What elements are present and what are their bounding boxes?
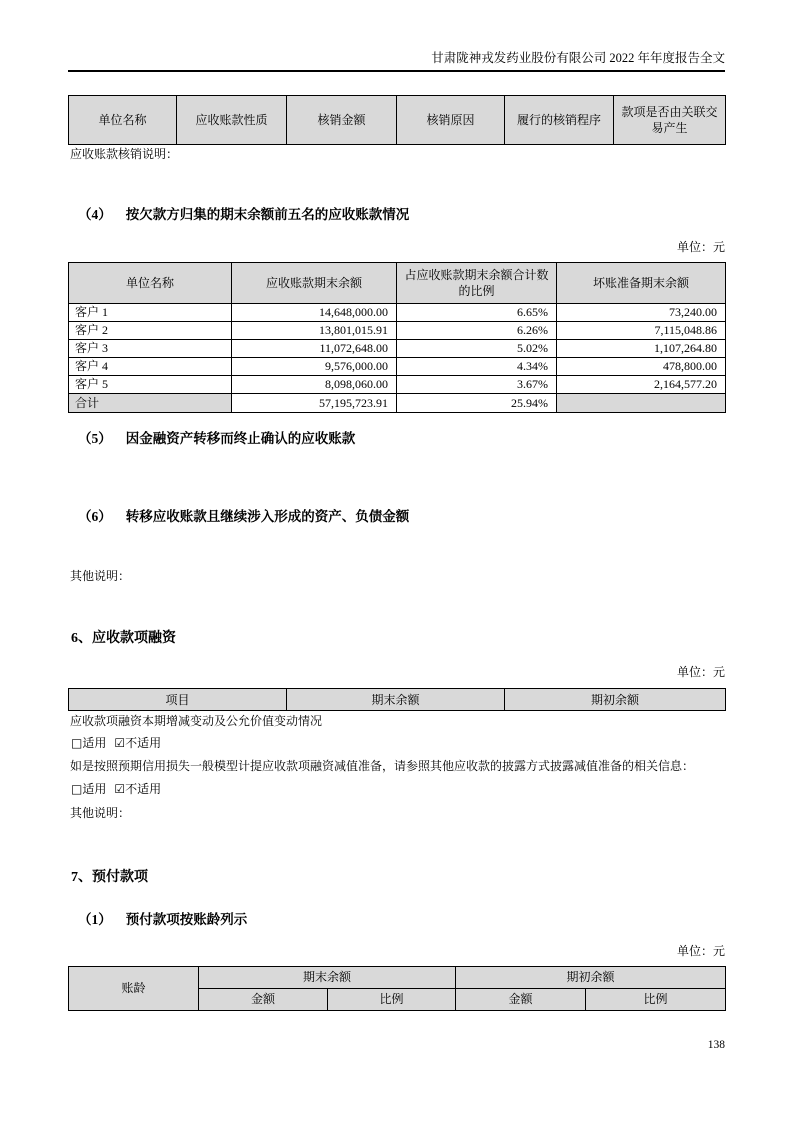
section-5-title: 因金融资产转移而终止确认的应收账款	[125, 431, 356, 446]
not-applicable-label: 不适用	[125, 736, 162, 750]
ratio-cell: 5.02%	[397, 340, 557, 358]
checkbox-checked-icon: ☑	[114, 782, 126, 796]
col-related-party: 款项是否由关联交易产生	[614, 96, 726, 145]
header-rule	[68, 70, 725, 72]
prepayments-aging-table	[68, 966, 726, 1011]
financing-impairment-note: 如是按照预期信用损失一般模型计提应收款项融资减值准备，请参照其他应收款的披露方式披露减值准备的相关信息：	[70, 759, 695, 773]
balance-cell: 9,576,000.00	[232, 358, 397, 376]
section-5-number: （5）	[78, 431, 112, 446]
section-6-title: 转移应收账款且继续涉入形成的资产、负债金额	[125, 509, 410, 524]
financing-table	[68, 688, 726, 711]
customer-cell: 客户 2	[69, 322, 232, 340]
other-note-2: 其他说明：	[70, 806, 131, 820]
not-applicable-label: 不适用	[125, 782, 162, 796]
balance-cell: 11,072,648.00	[232, 340, 397, 358]
section-4-heading	[78, 203, 409, 224]
balance-cell: 14,648,000.00	[232, 304, 397, 322]
col-writeoff-procedure: 履行的核销程序	[505, 96, 614, 145]
customer-cell: 客户 3	[69, 340, 232, 358]
total-balance-cell: 57,195,723.91	[232, 394, 397, 413]
financing-header-row	[69, 689, 726, 711]
financing-heading: 6、应收款项融资	[71, 631, 176, 646]
writeoff-table	[68, 95, 726, 145]
col-beginning-balance: 期初余额	[505, 689, 726, 711]
prepayments-sub-title: 预付款项按账龄列示	[125, 912, 248, 927]
ratio-cell: 6.65%	[397, 304, 557, 322]
applicable-label: 适用	[82, 782, 107, 796]
ratio-cell: 3.67%	[397, 376, 557, 394]
provision-cell: 1,107,264.80	[557, 340, 726, 358]
section-6-heading	[78, 505, 409, 526]
col-amount-beginning: 金额	[456, 989, 586, 1011]
col-ratio: 占应收账款期末余额合计数的比例	[397, 263, 557, 304]
table-row	[69, 304, 726, 322]
total-row	[69, 394, 726, 413]
other-note-1: 其他说明：	[70, 569, 131, 583]
top5-receivables-table	[68, 262, 726, 413]
prepayments-sub-heading	[78, 908, 247, 929]
section-4-title: 按欠款方归集的期末余额前五名的应收账款情况	[125, 207, 410, 222]
col-writeoff-reason: 核销原因	[397, 96, 505, 145]
unit-label-2: 单位：元	[676, 665, 725, 679]
table-row	[69, 376, 726, 394]
col-ratio-beginning: 比例	[586, 989, 726, 1011]
table-row	[69, 340, 726, 358]
col-ratio-ending: 比例	[328, 989, 456, 1011]
balance-cell: 13,801,015.91	[232, 322, 397, 340]
provision-cell: 478,800.00	[557, 358, 726, 376]
col-unit-name: 单位名称	[69, 263, 232, 304]
customer-cell: 客户 4	[69, 358, 232, 376]
col-ending-balance: 应收账款期末余额	[232, 263, 397, 304]
writeoff-note: 应收账款核销说明：	[70, 147, 179, 161]
provision-cell: 2,164,577.20	[557, 376, 726, 394]
unit-label-3: 单位：元	[676, 944, 725, 958]
prepayments-heading: 7、预付款项	[71, 870, 148, 885]
applicability-row-1	[71, 735, 161, 752]
prepayments-sub-number: （1）	[78, 912, 112, 927]
balance-cell: 8,098,060.00	[232, 376, 397, 394]
page-number: 138	[707, 1039, 725, 1051]
customer-cell: 客户 1	[69, 304, 232, 322]
unit-label-1: 单位：元	[676, 240, 725, 254]
page-header-title: 甘肃陇神戎发药业股份有限公司 2022 年年度报告全文	[431, 51, 725, 65]
table-row	[69, 358, 726, 376]
group-ending-balance: 期末余额	[199, 967, 456, 989]
col-aging: 账龄	[69, 967, 199, 1011]
ratio-cell: 6.26%	[397, 322, 557, 340]
provision-cell: 73,240.00	[557, 304, 726, 322]
financing-change-note: 应收款项融资本期增减变动及公允价值变动情况	[70, 714, 323, 728]
section-6-number: （6）	[78, 509, 112, 524]
total-provision-cell	[557, 394, 726, 413]
checkbox-checked-icon: ☑	[114, 736, 126, 750]
checkbox-unchecked-icon: □	[71, 782, 83, 796]
customer-cell: 客户 5	[69, 376, 232, 394]
section-4-number: （4）	[78, 207, 112, 222]
provision-cell: 7,115,048.86	[557, 322, 726, 340]
col-baddebt-provision: 坏账准备期末余额	[557, 263, 726, 304]
table-row	[69, 322, 726, 340]
col-ending-balance: 期末余额	[287, 689, 505, 711]
group-beginning-balance: 期初余额	[456, 967, 726, 989]
col-receivable-nature: 应收账款性质	[177, 96, 287, 145]
ratio-cell: 4.34%	[397, 358, 557, 376]
writeoff-header-row	[69, 96, 726, 145]
applicability-row-2	[71, 781, 161, 798]
top5-header-row	[69, 263, 726, 304]
section-5-heading	[78, 427, 355, 448]
checkbox-unchecked-icon: □	[71, 736, 83, 750]
col-unit-name: 单位名称	[69, 96, 177, 145]
col-amount-ending: 金额	[199, 989, 328, 1011]
aging-header-row-1	[69, 967, 726, 989]
total-label-cell: 合计	[69, 394, 232, 413]
col-item: 项目	[69, 689, 287, 711]
applicable-label: 适用	[82, 736, 107, 750]
col-writeoff-amount: 核销金额	[287, 96, 397, 145]
total-ratio-cell: 25.94%	[397, 394, 557, 413]
